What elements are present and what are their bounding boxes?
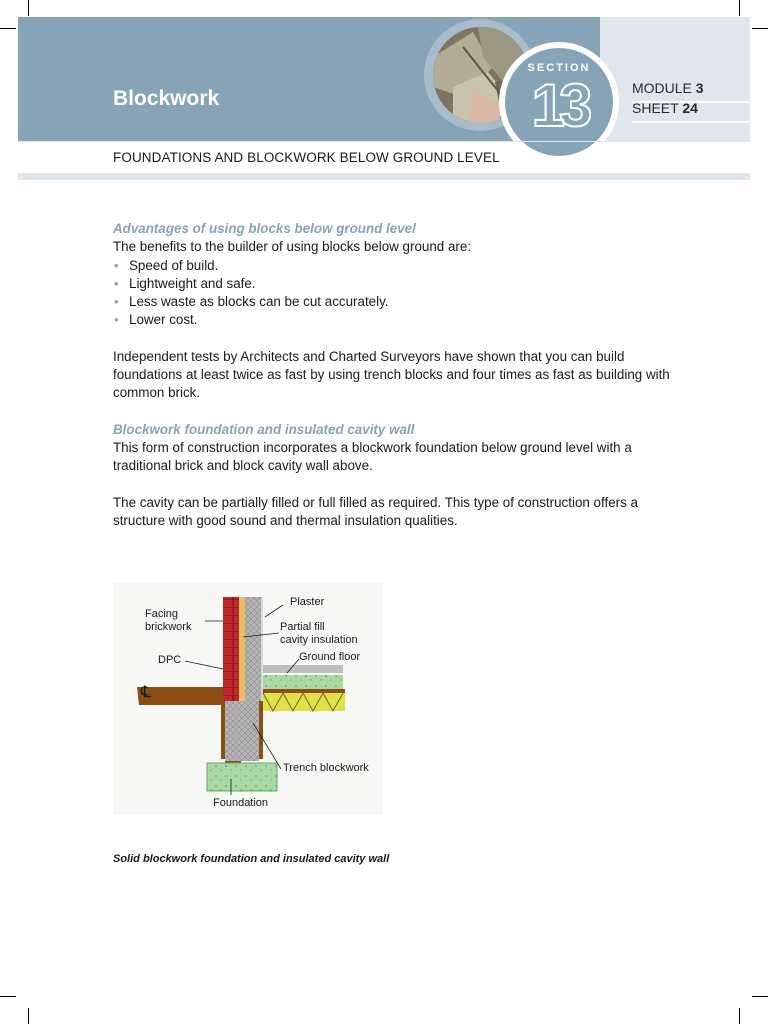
- inner-blockwork: [245, 597, 261, 701]
- intro-paragraph: The benefits to the builder of using blocks below ground are:: [113, 239, 472, 255]
- crop-mark: [739, 1008, 740, 1024]
- benefits-list: [113, 257, 673, 330]
- label-dpc: DPC: [158, 654, 182, 666]
- label-facing-2: brickwork: [145, 621, 192, 633]
- list-item: [113, 311, 673, 329]
- crop-mark: [28, 0, 29, 16]
- bullet-icon: •: [114, 294, 119, 310]
- crop-mark: [739, 0, 740, 16]
- foundation-diagram: [113, 583, 383, 815]
- subtitle-rule: [18, 173, 750, 180]
- label-partial-2: cavity insulation: [280, 634, 358, 646]
- list-item: [113, 275, 673, 293]
- label-foundation: Foundation: [213, 797, 269, 809]
- floor-screed: [263, 665, 343, 673]
- main-content: [113, 220, 673, 530]
- bullet-icon: •: [114, 312, 119, 328]
- cavity-insulation: [239, 597, 245, 701]
- list-item: [113, 293, 673, 311]
- facing-brickwork: [223, 597, 239, 701]
- label-trench: Trench blockwork: [283, 762, 369, 774]
- section-number: 13: [531, 72, 587, 139]
- floor-slab: [263, 675, 343, 689]
- label-ground-floor: Ground floor: [299, 651, 361, 663]
- page-title: Blockwork: [113, 87, 220, 110]
- crop-mark: [28, 1008, 29, 1024]
- list-item: [113, 257, 673, 275]
- tests-paragraph: Independent tests by Architects and Charted Surveyors have shown that you can build foundations at least twice as fast by using trench blocks and four times as fast as building with common brick.: [113, 348, 670, 401]
- section-heading-advantages: Advantages of using blocks below ground level: [113, 221, 416, 236]
- list-item-text: Less waste as blocks can be cut accurately.: [129, 294, 389, 310]
- plaster-layer: [261, 597, 263, 701]
- header-rule: [18, 141, 750, 142]
- list-item-text: Lightweight and safe.: [129, 275, 256, 291]
- module-value: 3: [695, 80, 704, 96]
- sheet-value: 24: [682, 100, 698, 116]
- section-label: SECTION: [527, 62, 591, 74]
- module-label: MODULE: [632, 80, 692, 96]
- section-heading-cavity-wall: Blockwork foundation and insulated cavity wall: [113, 421, 415, 437]
- crop-mark: [752, 28, 768, 29]
- trench-blockwork: [225, 701, 259, 761]
- bullet-icon: •: [114, 257, 119, 273]
- construction-paragraph: This form of construction incorporates a blockwork foundation below ground level with a traditional brick and block cavity wall above.: [113, 439, 632, 474]
- figure-caption: Solid blockwork foundation and insulated cavity wall: [113, 853, 390, 865]
- crop-mark: [0, 28, 16, 29]
- bullet-icon: •: [114, 275, 119, 291]
- page-subtitle: FOUNDATIONS AND BLOCKWORK BELOW GROUND LEVEL: [113, 150, 500, 165]
- concrete-foundation: [207, 763, 277, 791]
- svg-text:℄: ℄: [141, 684, 152, 701]
- cavity-paragraph: The cavity can be partially filled or full filled as required. This type of construction offers a structure with good sound and thermal insulation qualities.: [113, 494, 638, 528]
- label-facing-1: Facing: [145, 608, 179, 620]
- crop-mark: [0, 996, 16, 997]
- label-partial-1: Partial fill: [280, 621, 325, 633]
- section-badge: [505, 48, 613, 156]
- sheet-row: [632, 100, 750, 123]
- crop-mark: [752, 996, 768, 997]
- sheet-label: SHEET: [632, 100, 679, 116]
- label-plaster: Plaster: [290, 596, 325, 608]
- list-item-text: Speed of build.: [129, 257, 219, 273]
- list-item-text: Lower cost.: [129, 312, 198, 328]
